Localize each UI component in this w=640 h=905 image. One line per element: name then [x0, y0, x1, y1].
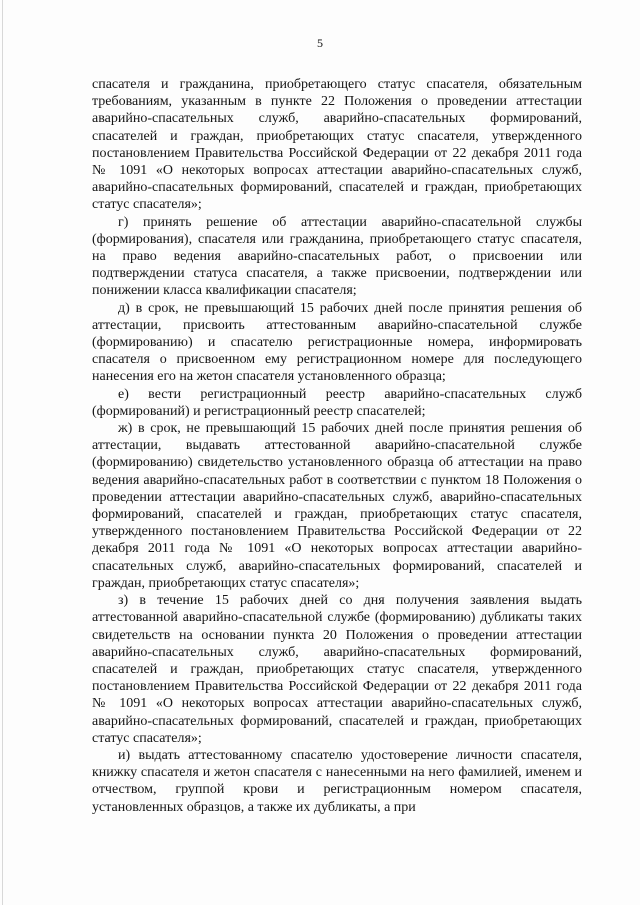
document-body: [92, 76, 582, 816]
paragraph-item-zh: ж) в срок, не превышающий 15 рабочих дней после принятия решения об аттестации, выдавать аттестованной аварийно-спасательной службе (формированию) свидетельство установленного образца об аттестации на право ведения аварийно-спасательных работ в соответствии с пунктом 18 Положения о проведении аттестации аварийно-спасательных служб, аварийно-спасательных формирований, спасателей и граждан, приобретающих статус спасателя, утвержденного постановлением Правительства Российской Федерации от 22 декабря 2011 года № 1091 «О некоторых вопросах аттестации аварийно-спасательных служб, аварийно-спасательных формирований, спасателей и граждан, приобретающих статус спасателя»;: [92, 421, 582, 591]
paragraph-item-g: г) принять решение об аттестации аварийно-спасательной службы (формирования), спасателя или гражданина, приобретающего статус спасателя, на право ведения аварийно-спасательных работ, о присвоении или подтверждении статуса спасателя, а также присвоении, подтверждении или понижении класса квалификации спасателя;: [92, 214, 582, 299]
paragraph-continuation: спасателя и гражданина, приобретающего статус спасателя, обязательным требованиям, указанным в пункте 22 Положения о проведении аттестации аварийно-спасательных служб, аварийно-спасательных формирований, спасателей и граждан, приобретающих статус спасателя, утвержденного постановлением Правительства Российской Федерации от 22 декабря 2011 года № 1091 «О некоторых вопросах аттестации аварийно-спасательных служб, аварийно-спасательных формирований, спасателей и граждан, приобретающих статус спасателя»;: [92, 77, 582, 213]
page-number: 5: [317, 36, 323, 50]
paragraph-item-i: и) выдать аттестованному спасателю удостоверение личности спасателя, книжку спасателя и жетон спасателя с нанесенными на него фамилией, именем и отчеством, группой крови и регистрационным номером спасателя, установленных образцов, а также их дубликаты, а при: [92, 747, 582, 815]
paragraph-item-d: д) в срок, не превышающий 15 рабочих дней после принятия решения об аттестации, присвоить аттестованным аварийно-спасательной службе (формированию) и спасателю регистрационные номера, информировать спасателя о присвоенном ему регистрационном номере для последующего нанесения его на жетон спасателя установленного образца;: [92, 300, 582, 385]
scan-edge-line: [2, 0, 3, 905]
paragraph-item-z: з) в течение 15 рабочих дней со дня получения заявления выдать аттестованной аварийно-спасательной службе (формированию) дубликаты таких свидетельств на основании пункта 20 Положения о проведении аттестации аварийно-спасательных служб, аварийно-спасательных формирований, спасателей и граждан, приобретающих статус спасателя, утвержденного постановлением Правительства Российской Федерации от 22 декабря 2011 года № 1091 «О некоторых вопросах аттестации аварийно-спасательных служб, аварийно-спасательных формирований, спасателей и граждан, приобретающих статус спасателя»;: [92, 593, 582, 746]
paragraph-item-e: е) вести регистрационный реестр аварийно-спасательных служб (формирований) и регистрационный реестр спасателей;: [92, 386, 582, 419]
